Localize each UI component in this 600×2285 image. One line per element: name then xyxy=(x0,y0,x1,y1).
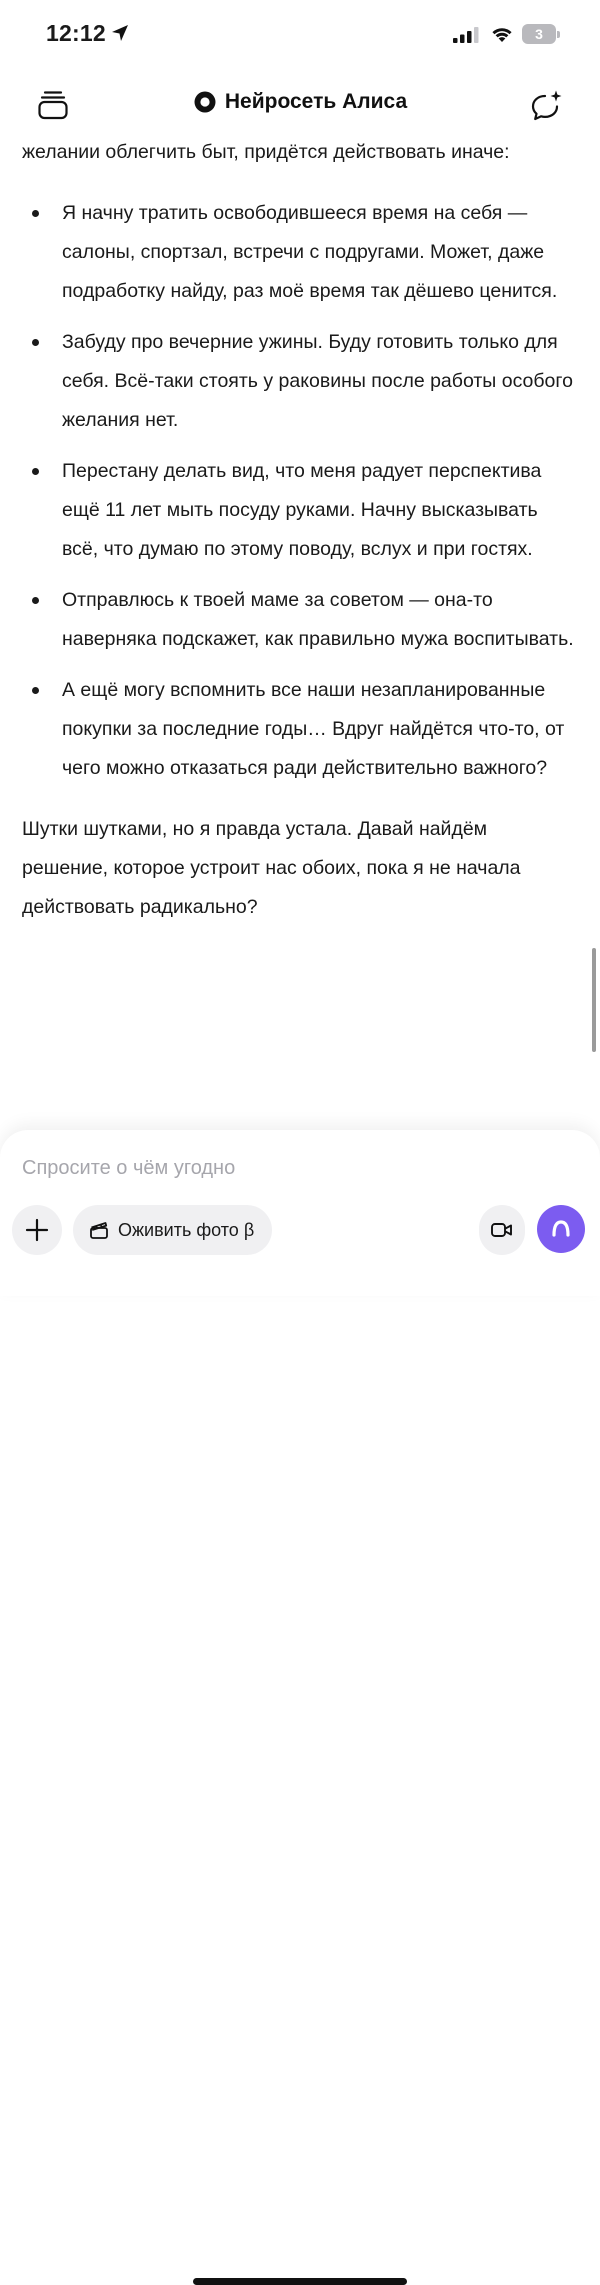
plus-icon xyxy=(25,1218,49,1242)
list-item-text: Забуду про вечерние ужины. Буду готовить только для себя. Всё-таки стоять у раковины после работы особого желания нет. xyxy=(62,331,573,431)
message-outro: Шутки шутками, но я правда устала. Давай найдём решение, которое устроит нас обоих, пока я не начала действовать радикально? xyxy=(22,818,521,918)
list-item-text: Перестану делать вид, что меня радует перспектива ещё 11 лет мыть посуду руками. Начну высказывать всё, что думаю по этому поводу, вслух и при гостях. xyxy=(62,460,542,560)
alice-voice-button[interactable] xyxy=(537,1205,585,1253)
list-item xyxy=(22,671,578,788)
bullet-icon xyxy=(32,339,39,346)
status-bar xyxy=(0,0,600,70)
list-item xyxy=(22,323,578,440)
input-panel xyxy=(0,1130,600,1296)
app-title: Нейросеть Алиса xyxy=(224,90,408,113)
app-header xyxy=(0,72,600,138)
list-item-text: А ещё могу вспомнить все наши незапланированные покупки за последние годы… Вдруг найдётся что-то, от чего можно отказаться ради действительно важного? xyxy=(62,679,565,779)
cellular-signal-icon xyxy=(453,26,479,43)
message-list xyxy=(22,194,578,788)
header-title xyxy=(0,90,600,114)
add-button[interactable] xyxy=(12,1205,62,1255)
prompt-input[interactable] xyxy=(22,1150,462,1186)
video-camera-icon xyxy=(490,1221,514,1239)
animate-photo-button[interactable] xyxy=(73,1205,272,1255)
bullet-icon xyxy=(32,597,39,604)
clapperboard-icon xyxy=(89,1220,109,1240)
list-item-text: Отправлюсь к твоей маме за советом — она-то наверняка подскажет, как правильно мужа воспитывать. xyxy=(62,589,574,650)
bullet-icon xyxy=(32,468,39,475)
location-arrow-icon xyxy=(110,23,130,43)
alice-logo-icon xyxy=(193,90,217,114)
list-item xyxy=(22,452,578,569)
list-item xyxy=(22,194,578,311)
battery-cap xyxy=(557,31,560,38)
wifi-icon xyxy=(490,24,514,43)
new-chat-icon[interactable] xyxy=(528,88,564,124)
animate-photo-label: Оживить фото β xyxy=(118,1219,255,1240)
bullet-icon xyxy=(32,687,39,694)
alice-icon xyxy=(548,1216,574,1242)
assistant-message xyxy=(22,133,578,927)
list-item-text: Я начну тратить освободившееся время на себя — салоны, спортзал, встречи с подругами. Может, даже подработку найду, раз моё время так дёшево ценится. xyxy=(62,202,558,302)
scrollbar[interactable] xyxy=(592,948,596,1052)
message-intro: желании облегчить быт, придётся действовать иначе: xyxy=(22,141,510,163)
battery-level: 3 xyxy=(522,24,556,44)
status-time: 12:12 xyxy=(46,20,106,46)
battery-icon xyxy=(522,24,560,44)
bullet-icon xyxy=(32,210,39,217)
video-call-button[interactable] xyxy=(479,1205,525,1255)
home-indicator xyxy=(193,2278,407,2285)
list-item xyxy=(22,581,578,659)
